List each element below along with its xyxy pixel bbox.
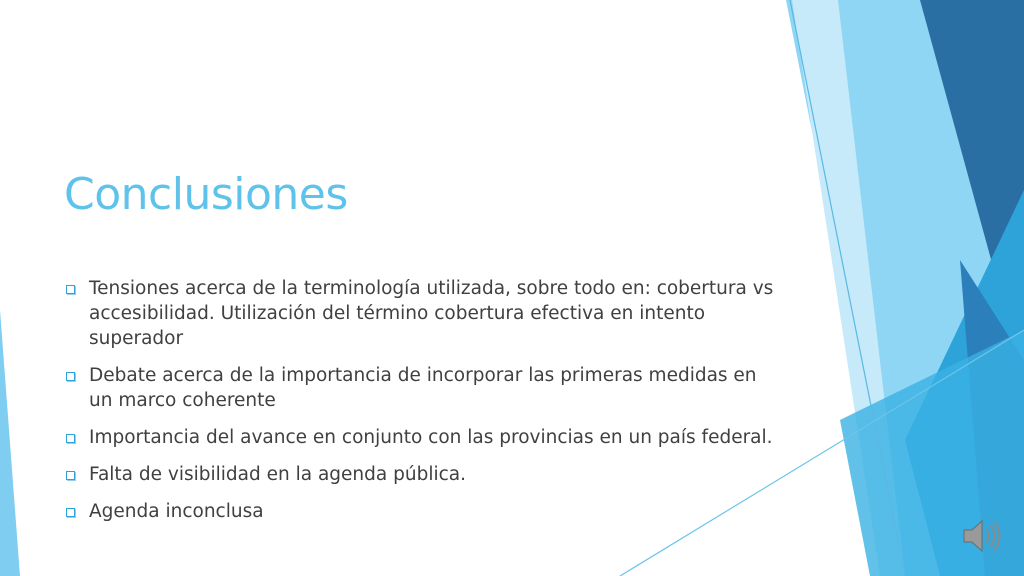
bullet-text: Agenda inconclusa <box>89 501 264 522</box>
bullet-text: Falta de visibilidad en la agenda pública. <box>89 464 467 485</box>
slide-title: Conclusiones <box>64 169 348 220</box>
bullet-item <box>62 363 782 413</box>
bullet-item <box>62 276 782 351</box>
bullet-text: Importancia del avance en conjunto con las provincias en un país federal. <box>89 427 773 448</box>
hollow-square-icon <box>66 372 75 381</box>
hollow-square-icon <box>66 471 75 480</box>
bullet-item <box>62 499 782 524</box>
bullet-text: Tensiones acerca de la terminología utilizada, sobre todo en: cobertura vs accesibilidad. Utilización del término cobertura efectiva en intento superador <box>89 278 774 349</box>
bullet-list <box>62 276 782 536</box>
speaker-icon[interactable] <box>962 516 1006 556</box>
hollow-square-icon <box>66 508 75 517</box>
bullet-item <box>62 425 782 450</box>
hollow-square-icon <box>66 434 75 443</box>
bullet-text: Debate acerca de la importancia de incorporar las primeras medidas en un marco coherente <box>89 365 757 411</box>
hollow-square-icon <box>66 285 75 294</box>
bullet-item <box>62 462 782 487</box>
left-edge-shape <box>0 310 20 576</box>
